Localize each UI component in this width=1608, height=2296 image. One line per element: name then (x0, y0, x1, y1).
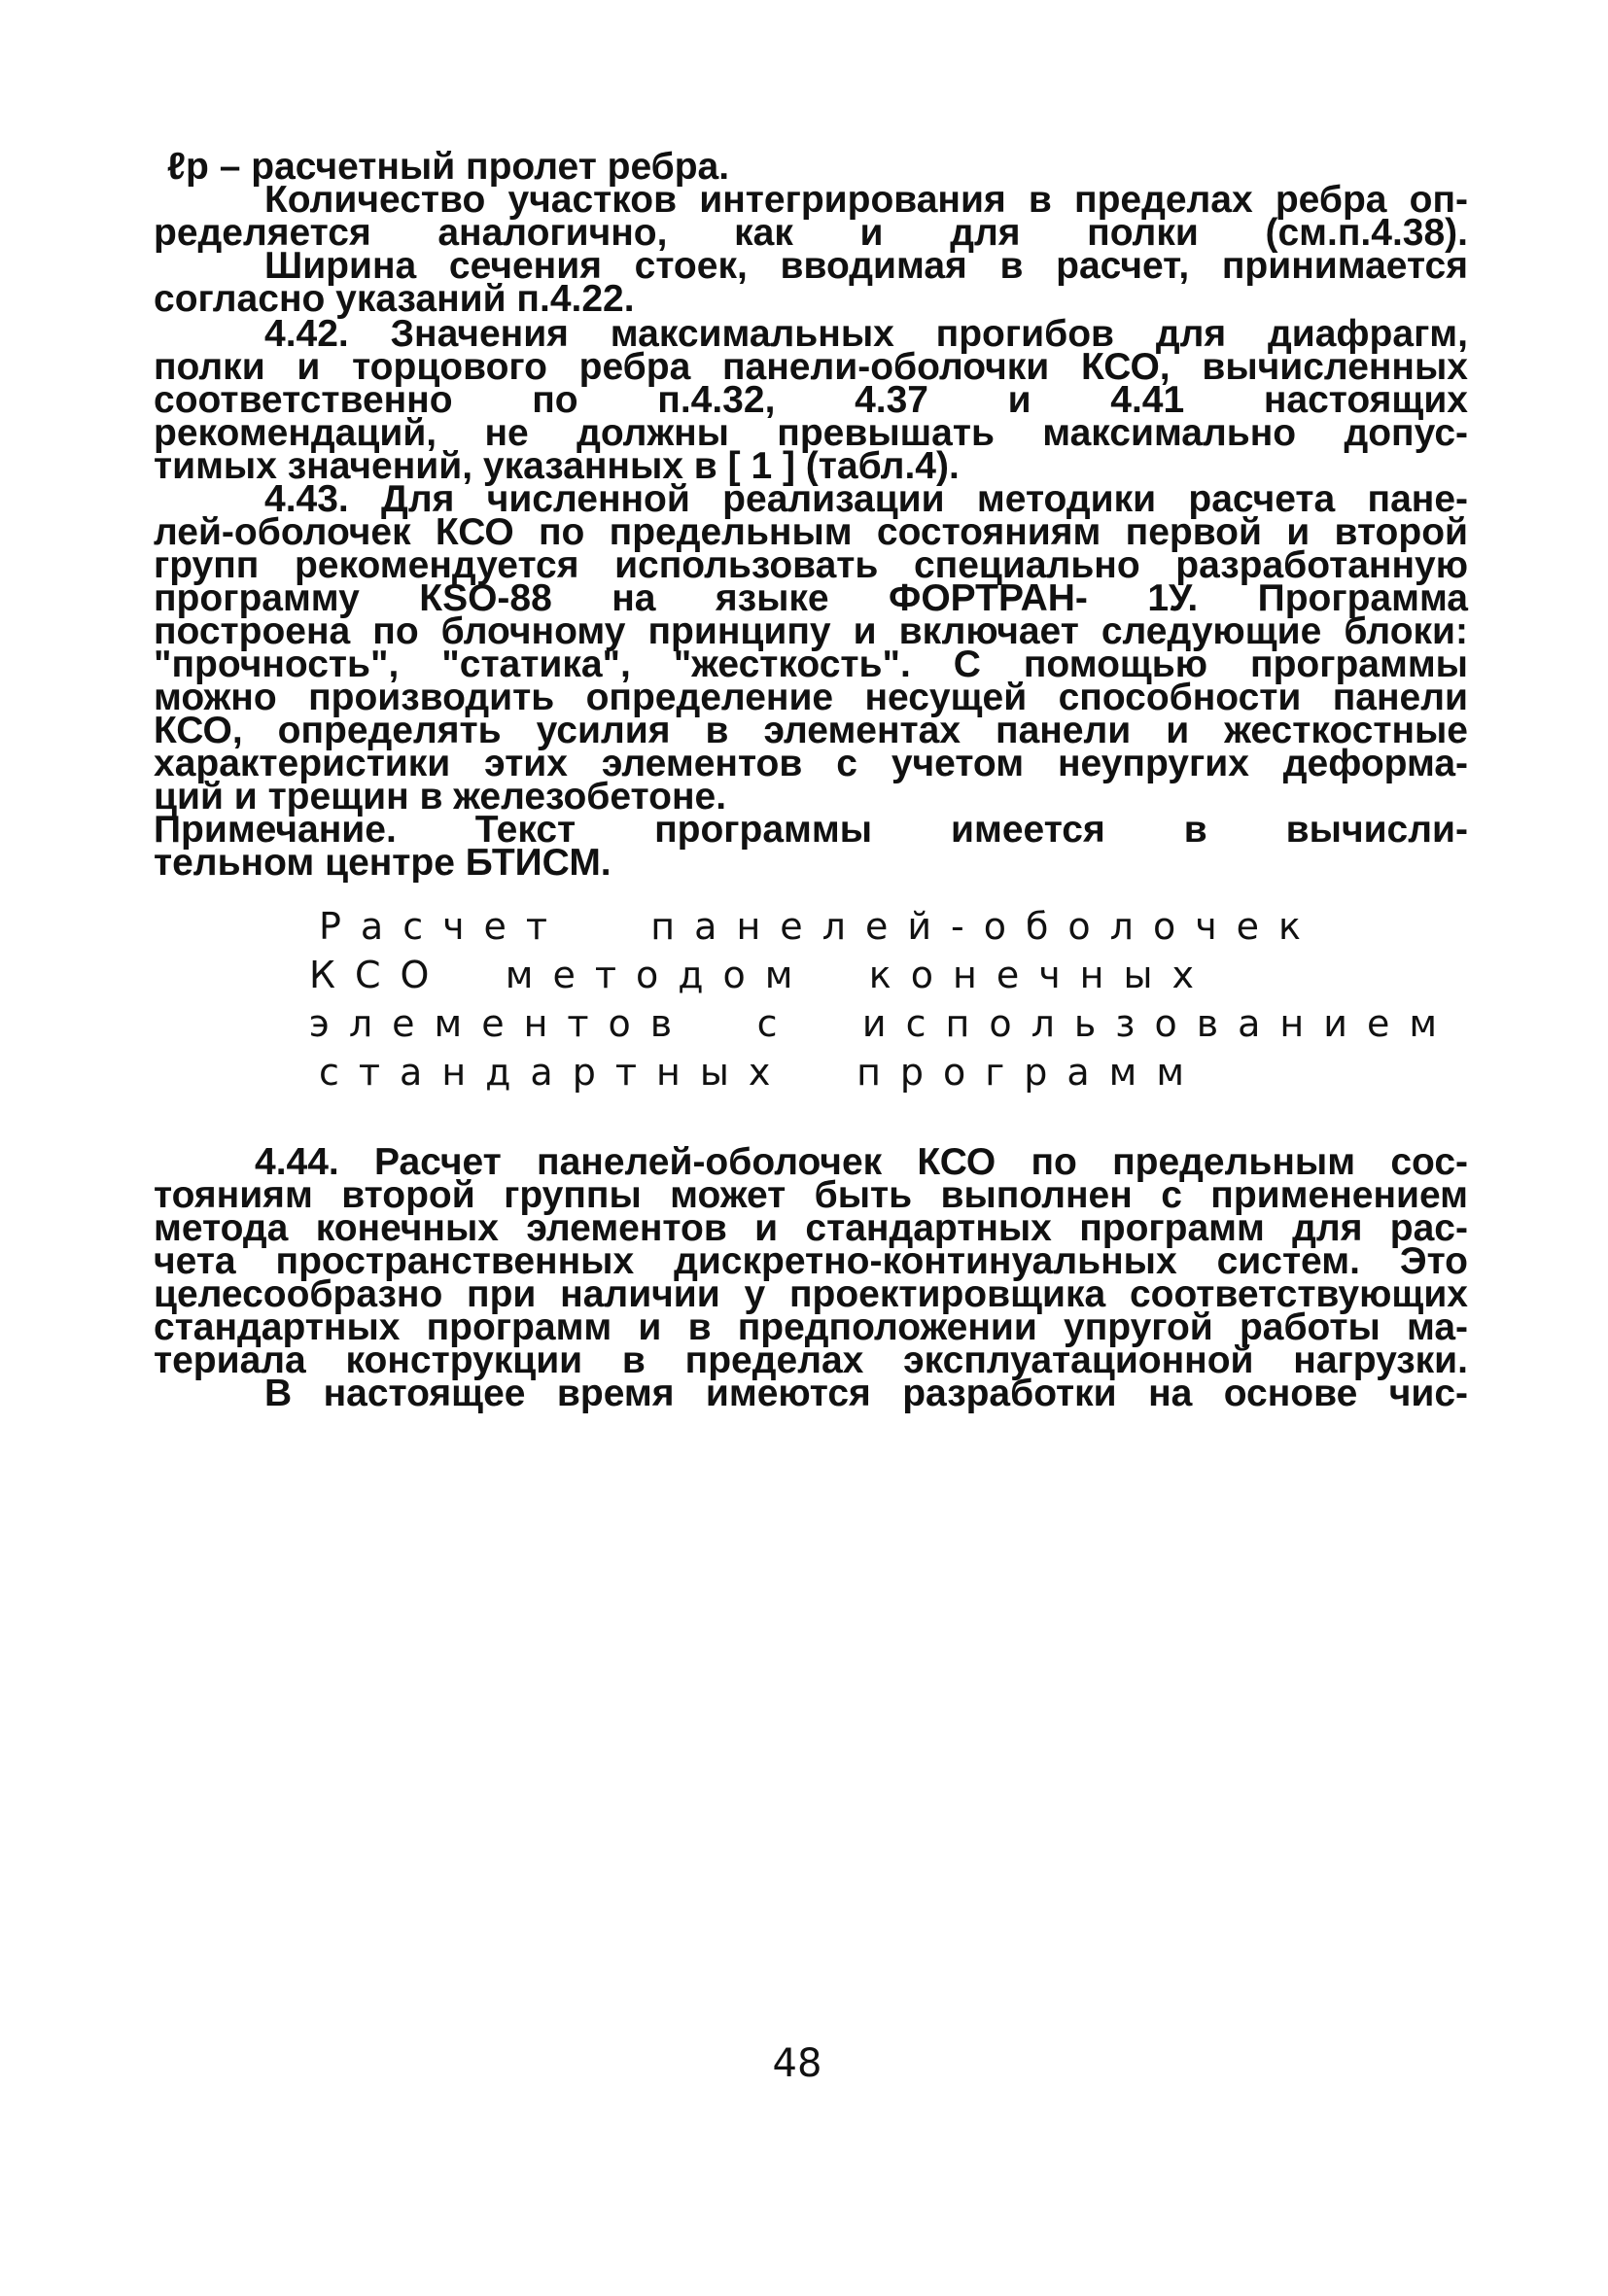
text-line: чета пространственных дискретно-континуальных систем. Это (154, 1240, 1468, 1282)
page-number: 48 (772, 2041, 822, 2086)
text-line: целесообразно при наличии у проектировщика соответствующих (154, 1273, 1468, 1315)
text-line: тояниям второй группы может быть выполнен с применением (154, 1174, 1468, 1216)
section-heading-line: Расчет панелей-оболочек (319, 905, 1320, 948)
text-line: характеристики этих элементов с учетом неупругих деформа- (154, 743, 1468, 784)
text-line: согласно указаний п.4.22. (154, 278, 635, 320)
paragraph-4-44-start: 4.44. Расчет панелей-оболочек КСО по предельным сос- (255, 1141, 1468, 1183)
text-line: тимых значений, указанных в [ 1 ] (табл.4). (154, 445, 960, 487)
text-line: КСО, определять усилия в элементах панели и жесткостные (154, 710, 1468, 751)
text-line: групп рекомендуется использовать специально разработанную (154, 544, 1468, 586)
note-line: Примечание. Текст программы имеется в вычисли- (154, 809, 1468, 851)
section-heading-line: стандартных программ (319, 1051, 1204, 1094)
text-line: териала конструкции в пределах эксплуатационной нагрузки. (154, 1339, 1468, 1381)
text-line: "прочность", "статика", "жесткость". С помощью программы (154, 644, 1468, 685)
text-line: ций и трещин в железобетоне. (154, 776, 727, 818)
text-line: ределяется аналогично, как и для полки (см.п.4.38). (154, 212, 1468, 254)
paragraph-4-43-start: 4.43. Для численной реализации методики расчета пане- (264, 478, 1468, 520)
note-line: тельном центре БТИСМ. (154, 842, 612, 884)
text-line: метода конечных элементов и стандартных программ для рас- (154, 1207, 1468, 1249)
text-line: стандартных программ и в предположении упругой работы ма- (154, 1306, 1468, 1348)
paragraph-4-42-start: 4.42. Значения максимальных прогибов для диафрагм, (264, 313, 1468, 355)
text-line: Количество участков интегрирования в пределах ребра оп- (264, 179, 1468, 221)
section-heading-line: элементов с использованием (309, 1002, 1456, 1045)
text-line: рекомендаций, не должны превышать максимально допус- (154, 412, 1468, 454)
text-line-lp-definition: ℓр – расчетный пролет ребра. (167, 146, 730, 188)
text-line: можно производить определение несущей способности панели (154, 677, 1468, 718)
text-line: программу КSO-88 на языке ФОРТРАН- 1У. Программа (154, 577, 1468, 619)
text-line: соответственно по п.4.32, 4.37 и 4.41 настоящих (154, 379, 1468, 421)
text-line: В настоящее время имеются разработки на основе чис- (264, 1373, 1468, 1414)
section-heading-line: КСО методом конечных (309, 954, 1213, 996)
text-line: полки и торцового ребра панели-оболочки КСО, вычисленных (154, 346, 1468, 388)
text-line: построена по блочному принципу и включает следующие блоки: (154, 610, 1468, 652)
text-line: Ширина сечения стоек, вводимая в расчет, принимается (264, 245, 1468, 287)
text-line: лей-оболочек КСО по предельным состояниям первой и второй (154, 511, 1468, 553)
